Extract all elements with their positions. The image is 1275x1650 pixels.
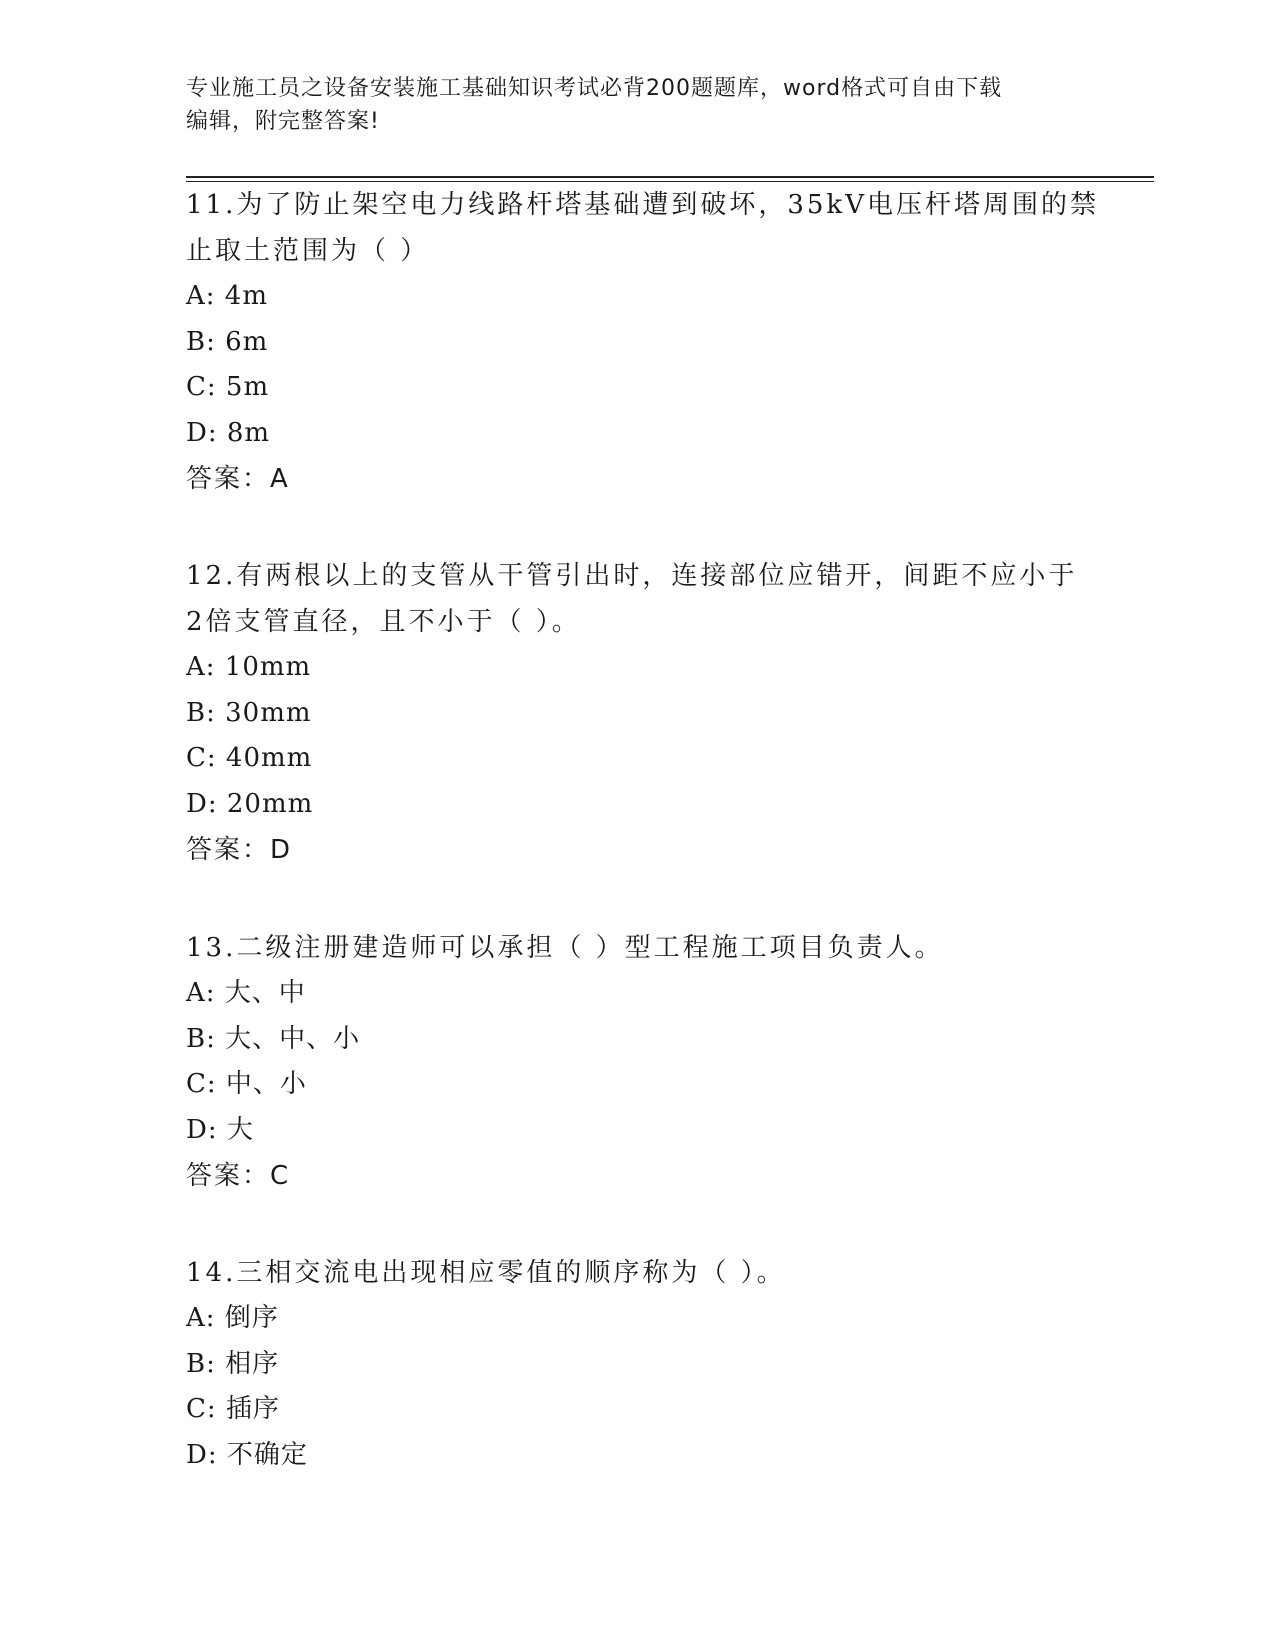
header-divider-thick bbox=[186, 176, 1154, 178]
option-b: B: 大、中、小 bbox=[186, 1023, 361, 1054]
option-c: C: 插序 bbox=[186, 1394, 280, 1424]
question-stem-line-2: 止取土范围为（ ） bbox=[186, 236, 430, 266]
answer: 答案：C bbox=[186, 1161, 291, 1191]
question-11 bbox=[186, 182, 1106, 502]
option-d: D: 8m bbox=[186, 417, 271, 448]
answer: 答案：A bbox=[186, 464, 290, 494]
option-b: B: 6m bbox=[186, 326, 269, 357]
option-d: D: 不确定 bbox=[186, 1439, 308, 1470]
option-b: B: 30mm bbox=[186, 697, 312, 728]
question-stem-line-2: 2倍支管直径，且不小于（ ）。 bbox=[186, 607, 581, 637]
option-a: A: 10mm bbox=[186, 652, 312, 682]
option-c: C: 中、小 bbox=[186, 1069, 307, 1099]
option-d: D: 20mm bbox=[186, 788, 314, 819]
option-d: D: 大 bbox=[186, 1114, 254, 1145]
answer: 答案：D bbox=[186, 835, 293, 865]
document-header bbox=[186, 72, 1086, 138]
option-a: A: 4m bbox=[186, 281, 268, 311]
option-c: C: 5m bbox=[186, 372, 270, 402]
header-line-1: 专业施工员之设备安装施工基础知识考试必背200题题库，word格式可自由下载 bbox=[186, 76, 1003, 101]
question-14 bbox=[186, 1250, 1106, 1478]
option-a: A: 倒序 bbox=[186, 1303, 279, 1333]
question-stem-line-1: 11.为了防止架空电力线路杆塔基础遭到破坏，35kV电压杆塔周围的禁 bbox=[186, 190, 1099, 220]
question-stem-line-1: 13.二级注册建造师可以承担（ ）型工程施工项目负责人。 bbox=[186, 933, 944, 963]
option-c: C: 40mm bbox=[186, 743, 313, 773]
question-13 bbox=[186, 925, 1106, 1199]
header-line-2: 编辑，附完整答案! bbox=[186, 109, 380, 134]
question-stem-line-1: 12.有两根以上的支管从干管引出时，连接部位应错开，间距不应小于 bbox=[186, 561, 1078, 591]
option-b: B: 相序 bbox=[186, 1348, 280, 1379]
question-12 bbox=[186, 553, 1106, 873]
option-a: A: 大、中 bbox=[186, 978, 306, 1008]
question-stem-line-1: 14.三相交流电出现相应零值的顺序称为（ ）。 bbox=[186, 1258, 786, 1288]
